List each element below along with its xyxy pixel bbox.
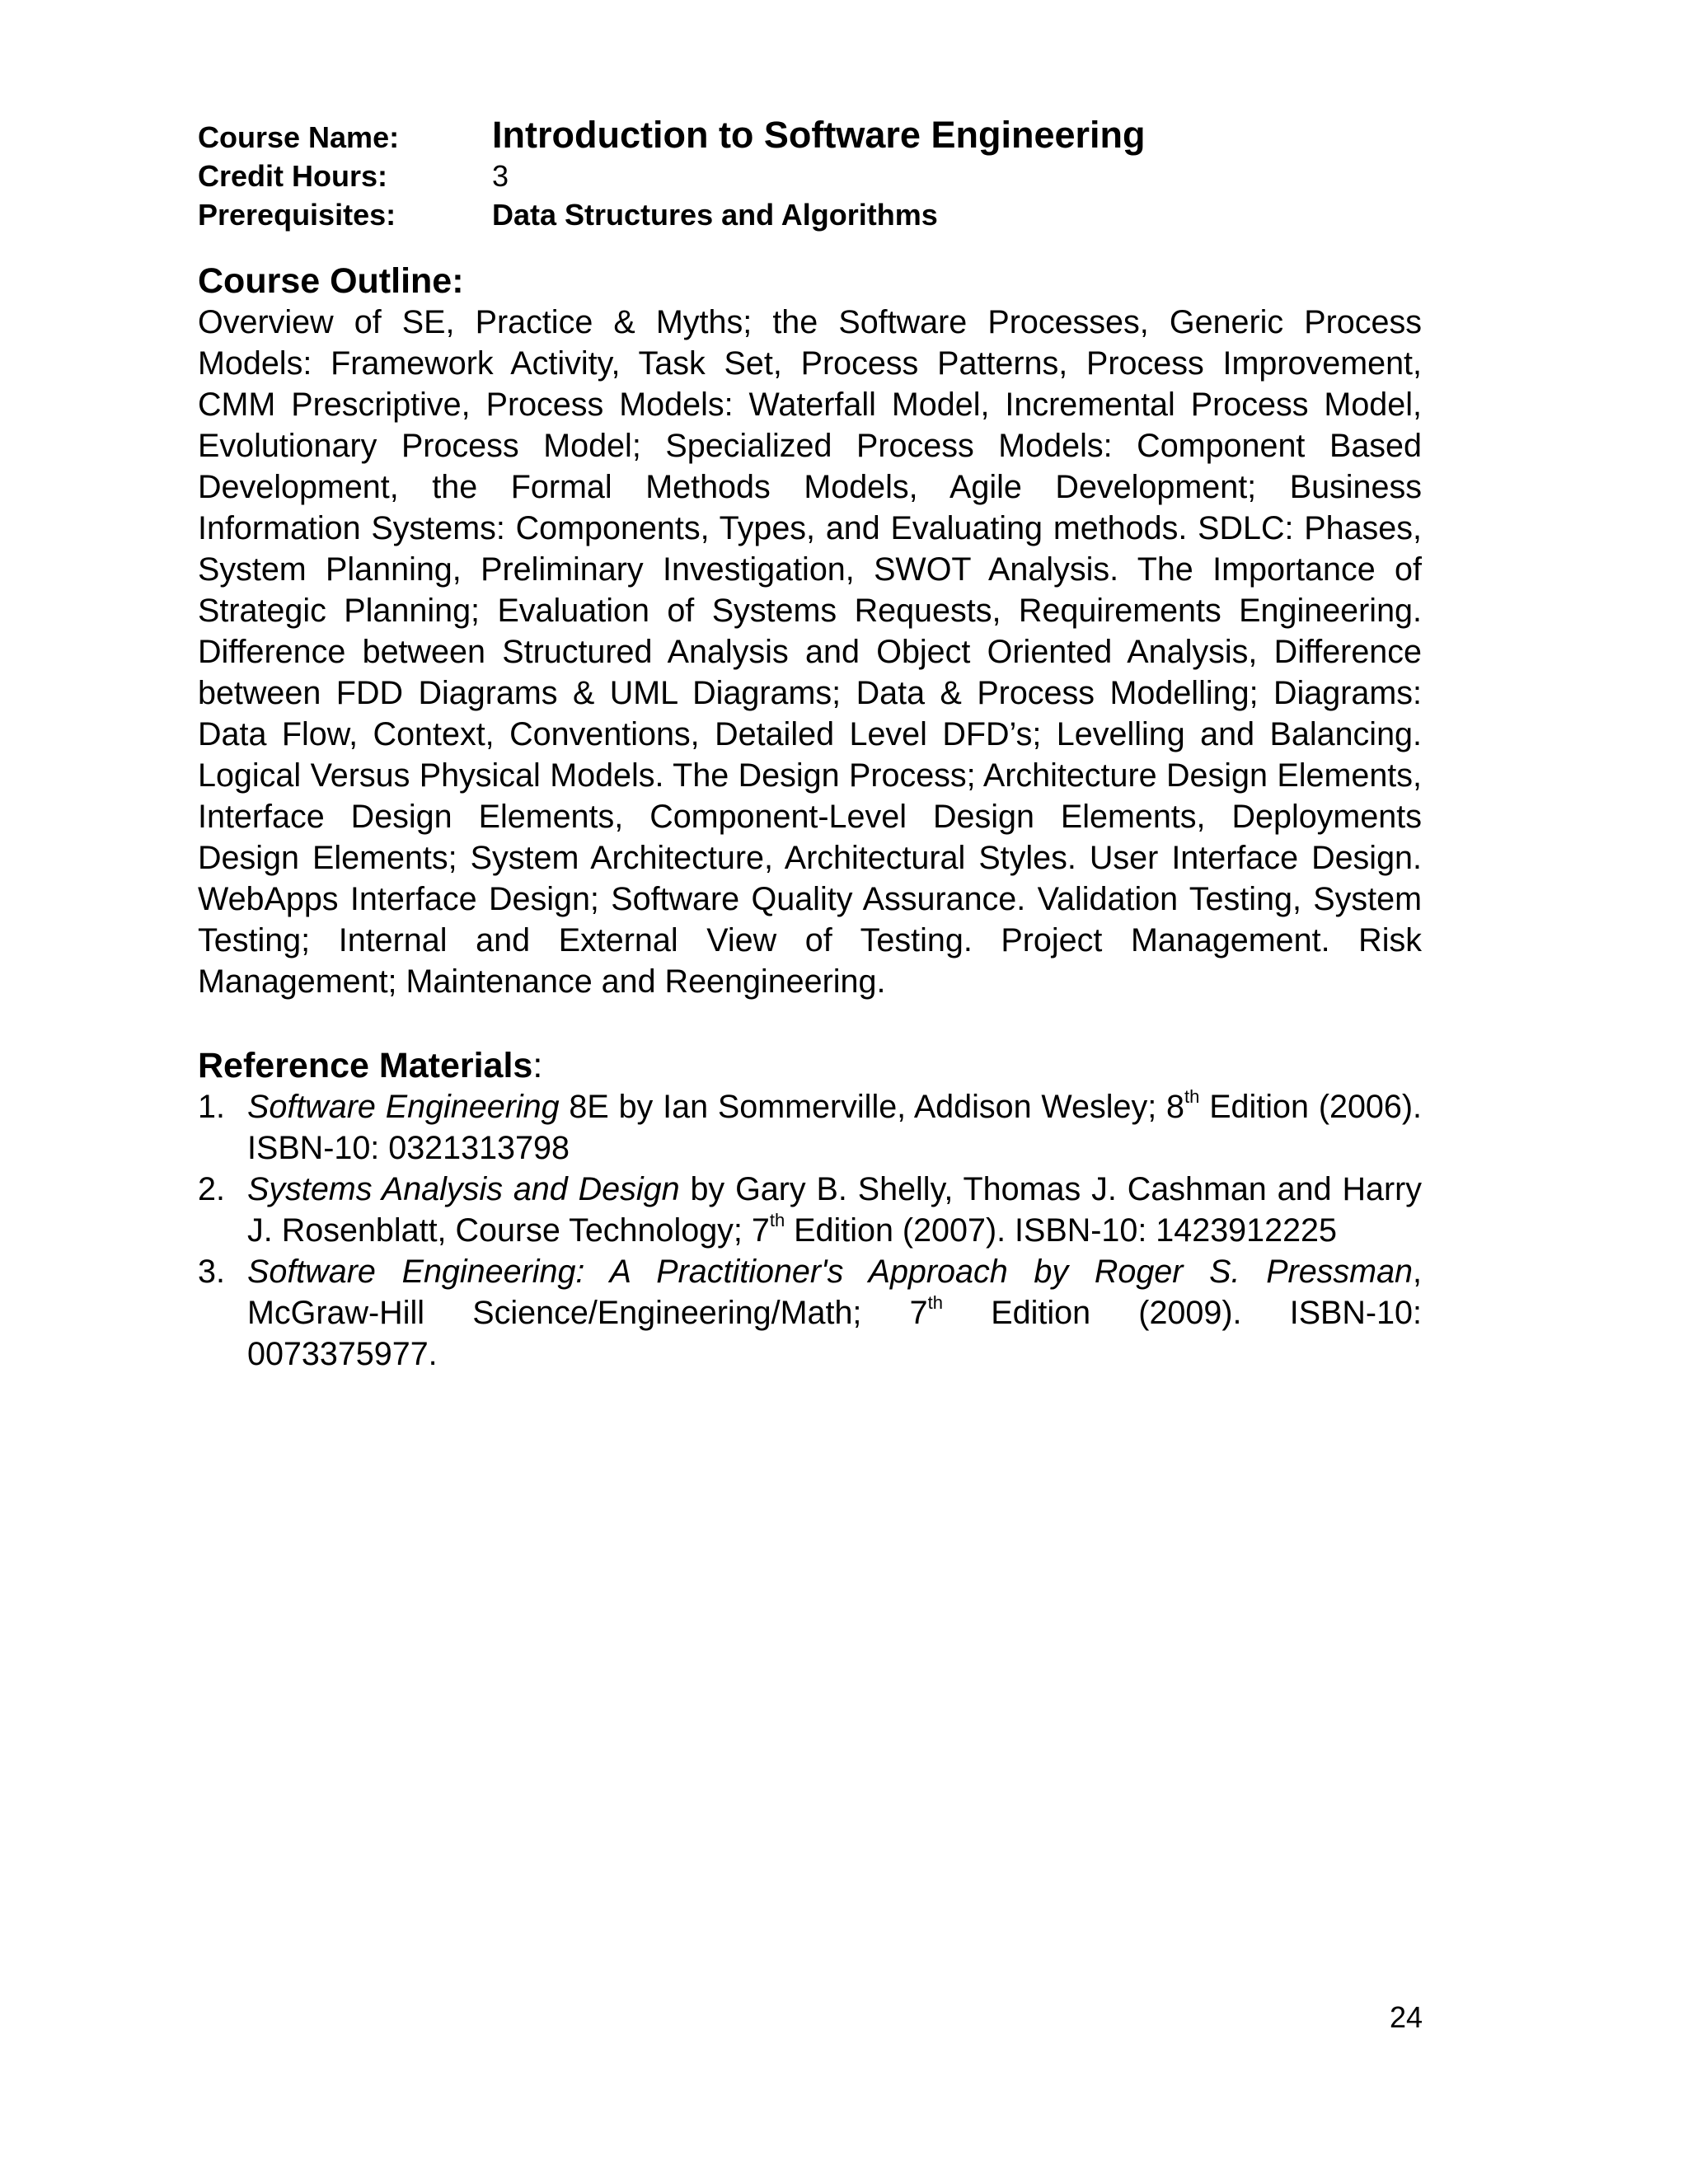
reference-materials-heading [198,1045,1422,1086]
reference-title: Software Engineering [247,1089,560,1125]
reference-item [198,1251,1422,1375]
reference-title: Systems Analysis and Design [247,1171,680,1207]
credit-hours-value: 3 [492,159,509,193]
reference-list [198,1086,1422,1375]
reference-details: 8E by Ian Sommerville, Addison Wesley; 8 [559,1089,1184,1125]
ordinal-suffix: th [769,1209,785,1230]
prerequisites-row [198,195,1146,234]
reference-materials-heading-text: Reference Materials [198,1046,533,1085]
course-info-table [198,115,1146,234]
ordinal-suffix: th [1184,1085,1200,1107]
reference-title: Software Engineering: A Practitioner's Approach by Roger S. Pressman [247,1254,1414,1290]
reference-number: 3. [198,1254,225,1290]
reference-details-end: Edition (2006). ISBN-10: 0321313798 [247,1089,1422,1166]
reference-details: , McGraw-Hill Science/Engineering/Math; 7 [247,1254,1422,1331]
reference-number: 1. [198,1089,225,1125]
prerequisites-value: Data Structures and Algorithms [492,198,938,232]
reference-details: by Gary B. Shelly, Thomas J. Cashman and Harry J. Rosenblatt, Course Technology; 7 [247,1171,1423,1249]
reference-details-end: Edition (2007). ISBN-10: 1423912225 [785,1212,1337,1249]
credit-hours-label: Credit Hours: [198,159,388,193]
reference-item [198,1169,1422,1251]
page-number: 24 [1389,2000,1423,2034]
course-name-value: Introduction to Software Engineering [492,114,1146,156]
course-name-row [198,115,1146,157]
reference-item [198,1086,1422,1169]
reference-details-end: Edition (2009). ISBN-10: 0073375977. [247,1295,1422,1372]
reference-materials-heading-colon: : [532,1046,543,1085]
ordinal-suffix: th [927,1291,943,1313]
course-document [198,115,1422,1375]
course-name-label: Course Name: [198,120,400,154]
course-outline-text: Overview of SE, Practice & Myths; the Software Processes, Generic Process Models: Framework Activity, Task Set, Process Patterns, Process Improvement, CMM Prescriptive, Process Models: Waterfall Model, Incremental Process Model, Evolutionary Process Model; Specialized Process Models: Component Based Development, the Formal Methods Models, Agile Development; Business Information Systems: Components, Types, and Evaluating methods. SDLC: Phases, System Planning, Preliminary Investigation, SWOT Analysis. The Importance of Strategic Planning; Evaluation of Systems Requests, Requirements Engineering. Difference between Structured Analysis and Object Oriented Analysis, Difference between FDD Diagrams & UML Diagrams; Data & Process Modelling; Diagrams: Data Flow, Context, Conventions, Detailed Level DFD’s; Levelling and Balancing. Logical Versus Physical Models. The Design Process; Architecture Design Elements, Interface Design Elements, Component-Level Design Elements, Deployments Design Elements; System Architecture, Architectural Styles. User Interface Design. WebApps Interface Design; Software Quality Assurance. Validation Testing, System Testing; Internal and External View of Testing. Project Management. Risk Management; Maintenance and Reengineering. [198,304,1422,1000]
course-outline-heading: Course Outline: [198,261,464,301]
credit-hours-row [198,157,1146,195]
reference-number: 2. [198,1171,225,1207]
prerequisites-label: Prerequisites: [198,198,396,232]
